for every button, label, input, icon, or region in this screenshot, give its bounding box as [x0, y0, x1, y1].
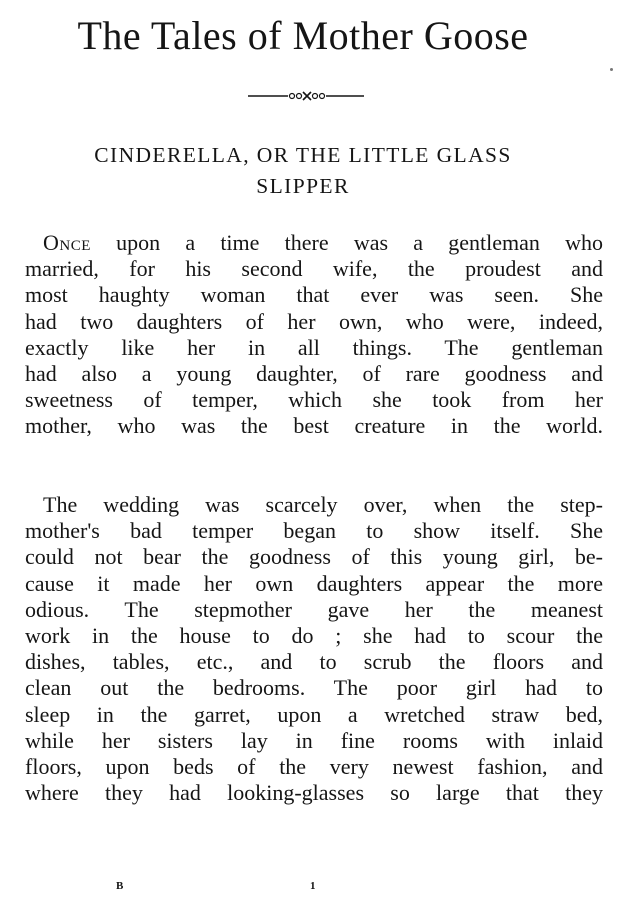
text-line: floors, upon beds of the very newest fashion, and [25, 754, 603, 780]
text-line: married, for his second wife, the proudest and [25, 256, 603, 282]
text-line: work in the house to do ; she had to scour the [25, 623, 603, 649]
chapter-title [0, 140, 606, 202]
drop-word: Once [43, 230, 91, 255]
text-line: had two daughters of her own, who were, indeed, [25, 308, 603, 334]
text-line: exactly like her in all things. The gentleman [25, 334, 603, 360]
text-line: most haughty woman that ever was seen. She [25, 282, 603, 308]
paragraph-2 [25, 492, 603, 806]
text-line: could not bear the goodness of this young girl, be- [25, 544, 603, 570]
text-line: sleep in the garret, upon a wretched straw bed, [25, 701, 603, 727]
paragraph-1 [25, 230, 603, 440]
text-line: cause it made her own daughters appear the more [25, 570, 603, 596]
text-line: clean out the bedrooms. The poor girl had to [25, 675, 603, 701]
text-line: had also a young daughter, of rare goodness and [25, 361, 603, 387]
ornament-divider [248, 88, 364, 104]
chapter-title-line-2: SLIPPER [256, 174, 350, 198]
text-line: while her sisters lay in fine rooms with inlaid [25, 727, 603, 753]
print-speck [610, 68, 613, 71]
chapter-title-line-1: CINDERELLA, OR THE LITTLE GLASS [94, 143, 512, 167]
text-line: sweetness of temper, which she took from her [25, 387, 603, 413]
text-line: Once upon a time there was a gentleman who [43, 230, 603, 255]
text-line: The wedding was scarcely over, when the step- [43, 492, 603, 517]
book-title: The Tales of Mother Goose [77, 13, 529, 58]
page-number: 1 [310, 880, 316, 892]
text-line: dishes, tables, etc., and to scrub the floors and [25, 649, 603, 675]
text-line: where they had looking-glasses so large that they [25, 780, 603, 806]
text-line: odious. The stepmother gave her the meanest [25, 596, 603, 622]
signature-mark: B [116, 880, 124, 892]
text-line: mother, who was the best creature in the world. [25, 413, 603, 439]
text-line: mother's bad temper began to show itself. She [25, 518, 603, 544]
